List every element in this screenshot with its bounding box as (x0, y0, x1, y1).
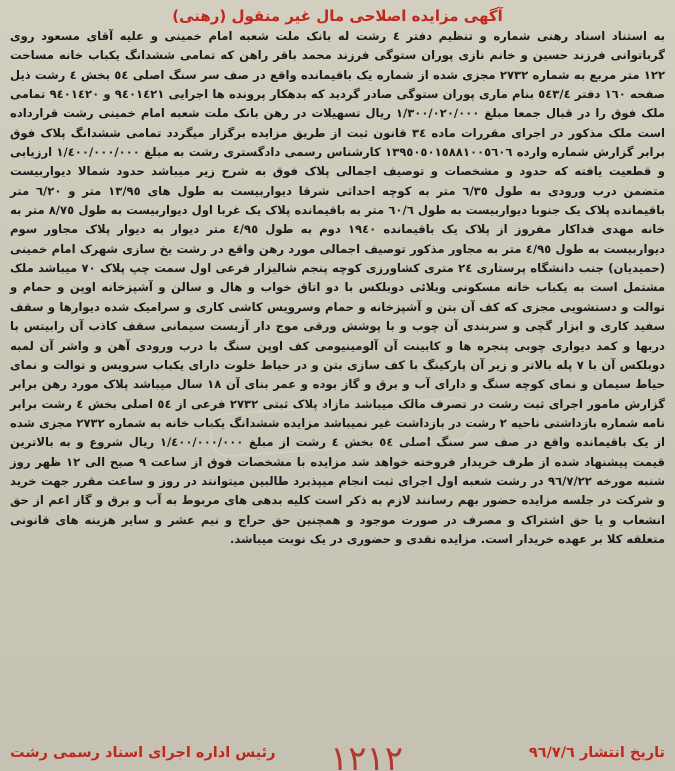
notice-title: آگهی مزایده اصلاحی مال غیر منقول (رهنی) (172, 7, 503, 25)
publish-date: تاریخ انتشار ۹٦/۷/٦ (528, 745, 665, 761)
office-signature: رئیس اداره اجرای اسناد رسمی رشت (10, 745, 276, 761)
handwritten-number-stamp: ۱۲۱۲ (330, 745, 404, 771)
notice-body: به استناد اسناد رهنی شماره و تنظیم دفتر ٤ رشت له بانک ملت شعبه امام خمینی و علیه آقای مسعود روی گرباتوانی فرزند حسین و خانم نازی پوران ستوگی فرزند محمد باقر راهن که تمامی ششدانگ یکباب خانه مساحت ۱۲۲ متر مربع به شماره ۲۷۳۲ مجزی شده از شماره یک باقیمانده واقع در صف سر سنگ اصلی ٥٤ بخش ٤ رشت ذیل صفحه ۱٦٠ دفتر ٥٤٣/٤ بنام ماری پوران ستوگی صادر گردید که بدهکار پرونده ها اجرایی ۹٤٠١٤٢١ و ۹٤٠١٤٢٠ تمامی ملک فوق را در قبال جمعا مبلغ ۱/۳٠٠/٠٢٠/٠٠٠ ریال تسهیلات در رهن بانک ملت شعبه امام خمینی رشت قرارداده است ملک مذکور در اجرای مقررات ماده ۳٤ قانون ثبت از طریق مزایده برگزار میگردد تمامی ششدانگ پلاک فوق برابر گزارش شماره وارده ۱۳۹٥٠٥٠۱٥۸۸۱٠٠٥٦٠٦ کارشناس رسمی دادگستری رشت به مبلغ ۱/٤٠٠/٠٠٠/٠٠٠ ارزیابی و قطعیت یافته که حدود و مشخصات و توصیف اجمالی پلاک فوق به شرح زیر میباشد حدود شمالا دیواربیست متضمن درب ورودی به طول ٦/۳٥ متر به کوچه احداثی شرقا دیواربیست به طول های ۱۳/۹٥ متر و ٦/۲٠ متر باقیمانده پلاک یک جنوبا دیواربیست به طول ٦٠/٦ متر به باقیمانده پلاک یک غربا اول دیواربیست به طول ۸/۷٥ متر به خانه مهدی فداکار مفروز از پلاک یک باقیمانده ۱۹٤٠ دوم به طول ٤/۹٥ متر دیوار به دیوار پلاک مجاور سوم دیواربیست به طول ٤/۹٥ متر به مجاور مذکور توصیف اجمالی مورد رهن واقع در رشت یخ سازی شهرک امام خمینی (حمیدیان) جنب دانشگاه پرستاری ۲٤ متری کشاورزی کوچه پنجم شالیزار فرعی اول سمت چپ پلاک ۷٠ میباشد ملک مشتمل است به یکباب خانه مسکونی ویلائی دوبلکس با دو اتاق خواب و هال و سالن و آشپزخانه اوپن و حمام و توالت و دستشویی مجزی که کف آن بتن و آشپزخانه و حمام وسرویس کاشی کاری و سرامیک شده دیوارها و سقف سفید کاری و ابزار گچی و سربندی آن چوب و با پوشش ورقی موج دار آزبست سیمانی سقف کاذب آن رابیتس با دربها و کمد دیواری چوبی پنجره ها و کابینت آن آلومینیومی کف اوپن سنگ با درب ورودی آهن و واشر آن لمبه دوبلکس آن با ۷ پله بالاتر و زیر آن پارکینگ با کف سازی بتن و در حیاط خلوت دارای یکباب سرویس و توالت و نمای حیاط سیمان و نمای کوچه سنگ و دارای آب و برق و گاز بوده و عمر بنای آن ۱۸ سال میباشد پلاک مورد رهن برابر گزارش مامور اجرای ثبت رشت در تصرف مالک میباشد مازاد پلاک ثبتی ۲۷۳۲ فرعی از ٥٤ اصلی بخش ٤ رشت برابر نامه شماره بازداشتی ناحیه ۲ رشت در بازداشت غیر نمیباشد مزایده ششدانگ یکباب خانه به شماره ۲۷۳۲ مجزی شده از یک باقیمانده واقع در صف سر سنگ اصلی ٥٤ بخش ٤ رشت از مبلغ ۱/٤٠٠/٠٠٠/٠٠٠ ریال شروع و به بالاترین قیمت پیشنهاد شده از طرف خریدار فروخته خواهد شد مزایده با مشخصات فوق از ساعت ۹ صبح الی ۱۲ ظهر روز شنبه مورخه ۹٦/۷/۲۲ در رشت شعبه اول اجرای ثبت انجام میپذیرد طالبین میتوانند در روز و ساعت مقرر جهت خرید و شرکت در جلسه مزایده حضور بهم رسانند لازم به ذکر است کلیه بدهی های مربوط به آب و برق و گاز اعم از حق انشعاب و یا حق اشتراک و مصرف در صورت موجود و همچنین حق حراج و نیم عشر و سایر هزینه های قانونی متعلقه کلا بر عهده خریدار است. مزایده نقدی و حضوری در یک نوبت میباشد. (10, 29, 666, 546)
